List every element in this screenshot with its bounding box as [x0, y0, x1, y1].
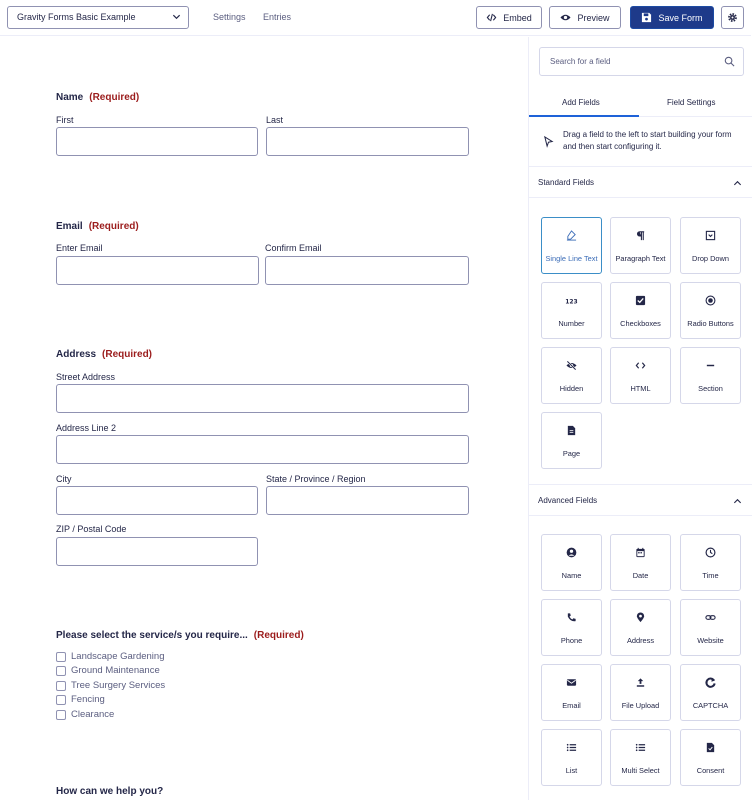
services-title-text: Please select the service/s you require... — [56, 630, 248, 641]
service-option[interactable] — [56, 651, 165, 662]
calendar-icon — [611, 547, 670, 559]
gear-icon — [727, 12, 738, 23]
field-search-input[interactable] — [539, 47, 744, 76]
address-field-title[interactable] — [56, 349, 152, 360]
field-tile-hidden[interactable] — [541, 347, 602, 404]
radio-icon — [681, 295, 740, 307]
field-tile-list[interactable] — [541, 729, 602, 786]
field-tile-label: Number — [558, 319, 585, 328]
upload-icon — [611, 677, 670, 689]
field-tile-label: Time — [702, 571, 719, 580]
field-tile-section[interactable] — [680, 347, 741, 404]
preview-label: Preview — [577, 12, 610, 23]
field-tile-date[interactable] — [610, 534, 671, 591]
standard-fields-title: Standard Fields — [538, 178, 595, 187]
field-tile-label: Date — [632, 571, 649, 580]
field-tile-drop-down[interactable] — [680, 217, 741, 274]
chevron-up-icon — [733, 179, 742, 188]
field-tile-page[interactable] — [541, 412, 602, 469]
embed-label: Embed — [503, 12, 532, 23]
embed-button[interactable] — [476, 6, 542, 29]
name-title-text: Name — [56, 92, 84, 103]
code-icon — [486, 12, 497, 23]
list-icon — [542, 742, 601, 754]
advanced-fields-header[interactable] — [529, 484, 752, 516]
state-input[interactable] — [266, 486, 469, 515]
address-line2-label: Address Line 2 — [56, 423, 117, 433]
chevron-down-icon — [172, 12, 181, 21]
service-option[interactable] — [56, 665, 160, 676]
checkbox[interactable] — [56, 652, 66, 662]
save-icon — [641, 12, 652, 23]
city-input[interactable] — [56, 486, 258, 515]
code-icon — [611, 360, 670, 372]
field-tile-label: Section — [698, 384, 723, 393]
field-tile-label: HTML — [630, 384, 651, 393]
address-title-text: Address — [56, 349, 97, 360]
required-indicator: (Required) — [89, 92, 140, 103]
street-address-label: Street Address — [56, 372, 116, 382]
field-tile-html[interactable] — [610, 347, 671, 404]
search-icon — [724, 56, 735, 67]
sidebar-tabs — [529, 89, 752, 117]
preview-button[interactable] — [549, 6, 621, 29]
confirm-email-input[interactable] — [265, 256, 469, 285]
save-form-button[interactable] — [630, 6, 714, 29]
last-name-input[interactable] — [266, 127, 469, 156]
service-option[interactable] — [56, 680, 165, 691]
zip-input[interactable] — [56, 537, 258, 566]
tab-field-settings[interactable]: Field Settings — [667, 98, 716, 107]
checkbox[interactable] — [56, 695, 66, 705]
svg-text:123: 123 — [565, 298, 578, 306]
field-tile-label: File Upload — [621, 701, 660, 710]
form-switcher-select[interactable] — [7, 6, 189, 29]
link-icon — [681, 612, 740, 624]
section-icon — [681, 360, 740, 372]
entries-link[interactable]: Entries — [263, 12, 292, 22]
checkbox[interactable] — [56, 666, 66, 676]
help-field-title[interactable] — [56, 786, 163, 797]
phone-icon — [542, 612, 601, 624]
search-placeholder: Search for a field — [550, 57, 611, 66]
field-tile-checkboxes[interactable] — [610, 282, 671, 339]
last-name-label: Last — [266, 115, 284, 125]
number-icon — [542, 295, 601, 307]
cursor-icon — [543, 136, 554, 147]
form-switcher-label: Gravity Forms Basic Example — [17, 12, 136, 22]
field-tile-label: CAPTCHA — [692, 701, 729, 710]
help-title-text: How can we help you? — [56, 786, 164, 797]
field-tile-label: Name — [561, 571, 582, 580]
clock-icon — [681, 547, 740, 559]
enter-email-label: Enter Email — [56, 243, 103, 253]
required-indicator: (Required) — [88, 221, 139, 232]
name-field-title[interactable] — [56, 92, 139, 103]
street-address-input[interactable] — [56, 384, 469, 413]
field-tile-name[interactable] — [541, 534, 602, 591]
address-line2-input[interactable] — [56, 435, 469, 464]
field-tile-label: Address — [626, 636, 655, 645]
standard-fields-header[interactable] — [529, 166, 752, 198]
service-option-label: Clearance — [71, 709, 115, 720]
service-option[interactable] — [56, 694, 105, 705]
field-tile-phone[interactable] — [541, 599, 602, 656]
page-icon — [542, 425, 601, 437]
settings-link[interactable]: Settings — [213, 12, 246, 22]
service-option-label: Landscape Gardening — [71, 651, 165, 662]
field-tile-single-line-text[interactable] — [541, 217, 602, 274]
field-tile-label: Drop Down — [692, 254, 729, 263]
email-field-title[interactable] — [56, 221, 139, 232]
field-tile-label: Paragraph Text — [615, 254, 666, 263]
active-tab-indicator — [529, 115, 639, 117]
email-title-text: Email — [56, 221, 83, 232]
service-option[interactable] — [56, 709, 114, 720]
field-tile-address[interactable] — [610, 599, 671, 656]
field-tile-radio-buttons[interactable] — [680, 282, 741, 339]
field-tile-website[interactable] — [680, 599, 741, 656]
multi-select-icon — [611, 742, 670, 754]
first-name-input[interactable] — [56, 127, 258, 156]
field-tile-number[interactable] — [541, 282, 602, 339]
city-label: City — [56, 474, 72, 484]
field-tile-label: Radio Buttons — [687, 319, 734, 328]
user-icon — [542, 547, 601, 559]
form-canvas — [0, 37, 520, 800]
checkbox[interactable] — [56, 710, 66, 720]
required-indicator: (Required) — [253, 630, 304, 641]
paragraph-icon — [611, 230, 670, 242]
field-tile-label: Email — [562, 701, 581, 710]
zip-label: ZIP / Postal Code — [56, 524, 127, 534]
envelope-icon — [542, 677, 601, 689]
captcha-icon — [681, 677, 740, 689]
form-settings-button[interactable] — [721, 6, 744, 29]
field-tile-label: Single Line Text — [545, 254, 598, 263]
save-form-label: Save Form — [658, 12, 703, 23]
field-tile-captcha[interactable] — [680, 664, 741, 721]
field-tile-label: Phone — [560, 636, 583, 645]
tab-add-fields[interactable]: Add Fields — [562, 98, 600, 107]
field-tile-time[interactable] — [680, 534, 741, 591]
field-tile-multi-select[interactable] — [610, 729, 671, 786]
field-tile-consent[interactable] — [680, 729, 741, 786]
field-tile-file-upload[interactable] — [610, 664, 671, 721]
checkbox-icon — [611, 295, 670, 307]
service-option-label: Fencing — [71, 694, 105, 705]
field-tile-label: Website — [697, 636, 724, 645]
field-tile-label: Multi Select — [621, 766, 660, 775]
state-label: State / Province / Region — [266, 474, 366, 484]
single-line-text-icon — [542, 230, 601, 242]
field-tile-label: Hidden — [559, 384, 584, 393]
top-bar — [0, 0, 751, 36]
field-tile-email[interactable] — [541, 664, 602, 721]
hidden-icon — [542, 360, 601, 372]
enter-email-input[interactable] — [56, 256, 259, 285]
field-tile-label: Checkboxes — [620, 319, 661, 328]
advanced-fields-title: Advanced Fields — [538, 496, 598, 505]
field-tile-label: Page — [562, 449, 581, 458]
first-name-label: First — [56, 115, 74, 125]
map-pin-icon — [611, 612, 670, 624]
chevron-up-icon — [733, 497, 742, 506]
drag-hint-text: Drag a field to the left to start building your form and then start configuring it. — [563, 130, 732, 151]
required-indicator: (Required) — [102, 349, 153, 360]
dropdown-icon — [681, 230, 740, 242]
service-option-label: Ground Maintenance — [71, 665, 160, 676]
checkbox[interactable] — [56, 681, 66, 691]
confirm-email-label: Confirm Email — [265, 243, 322, 253]
field-sidebar — [528, 37, 751, 800]
field-tile-label: Consent — [696, 766, 725, 775]
field-tile-label: List — [565, 766, 578, 775]
field-tile-paragraph-text[interactable] — [610, 217, 671, 274]
service-option-label: Tree Surgery Services — [71, 680, 166, 691]
services-field-title[interactable] — [56, 630, 304, 641]
eye-icon — [560, 12, 571, 23]
consent-icon — [681, 742, 740, 754]
